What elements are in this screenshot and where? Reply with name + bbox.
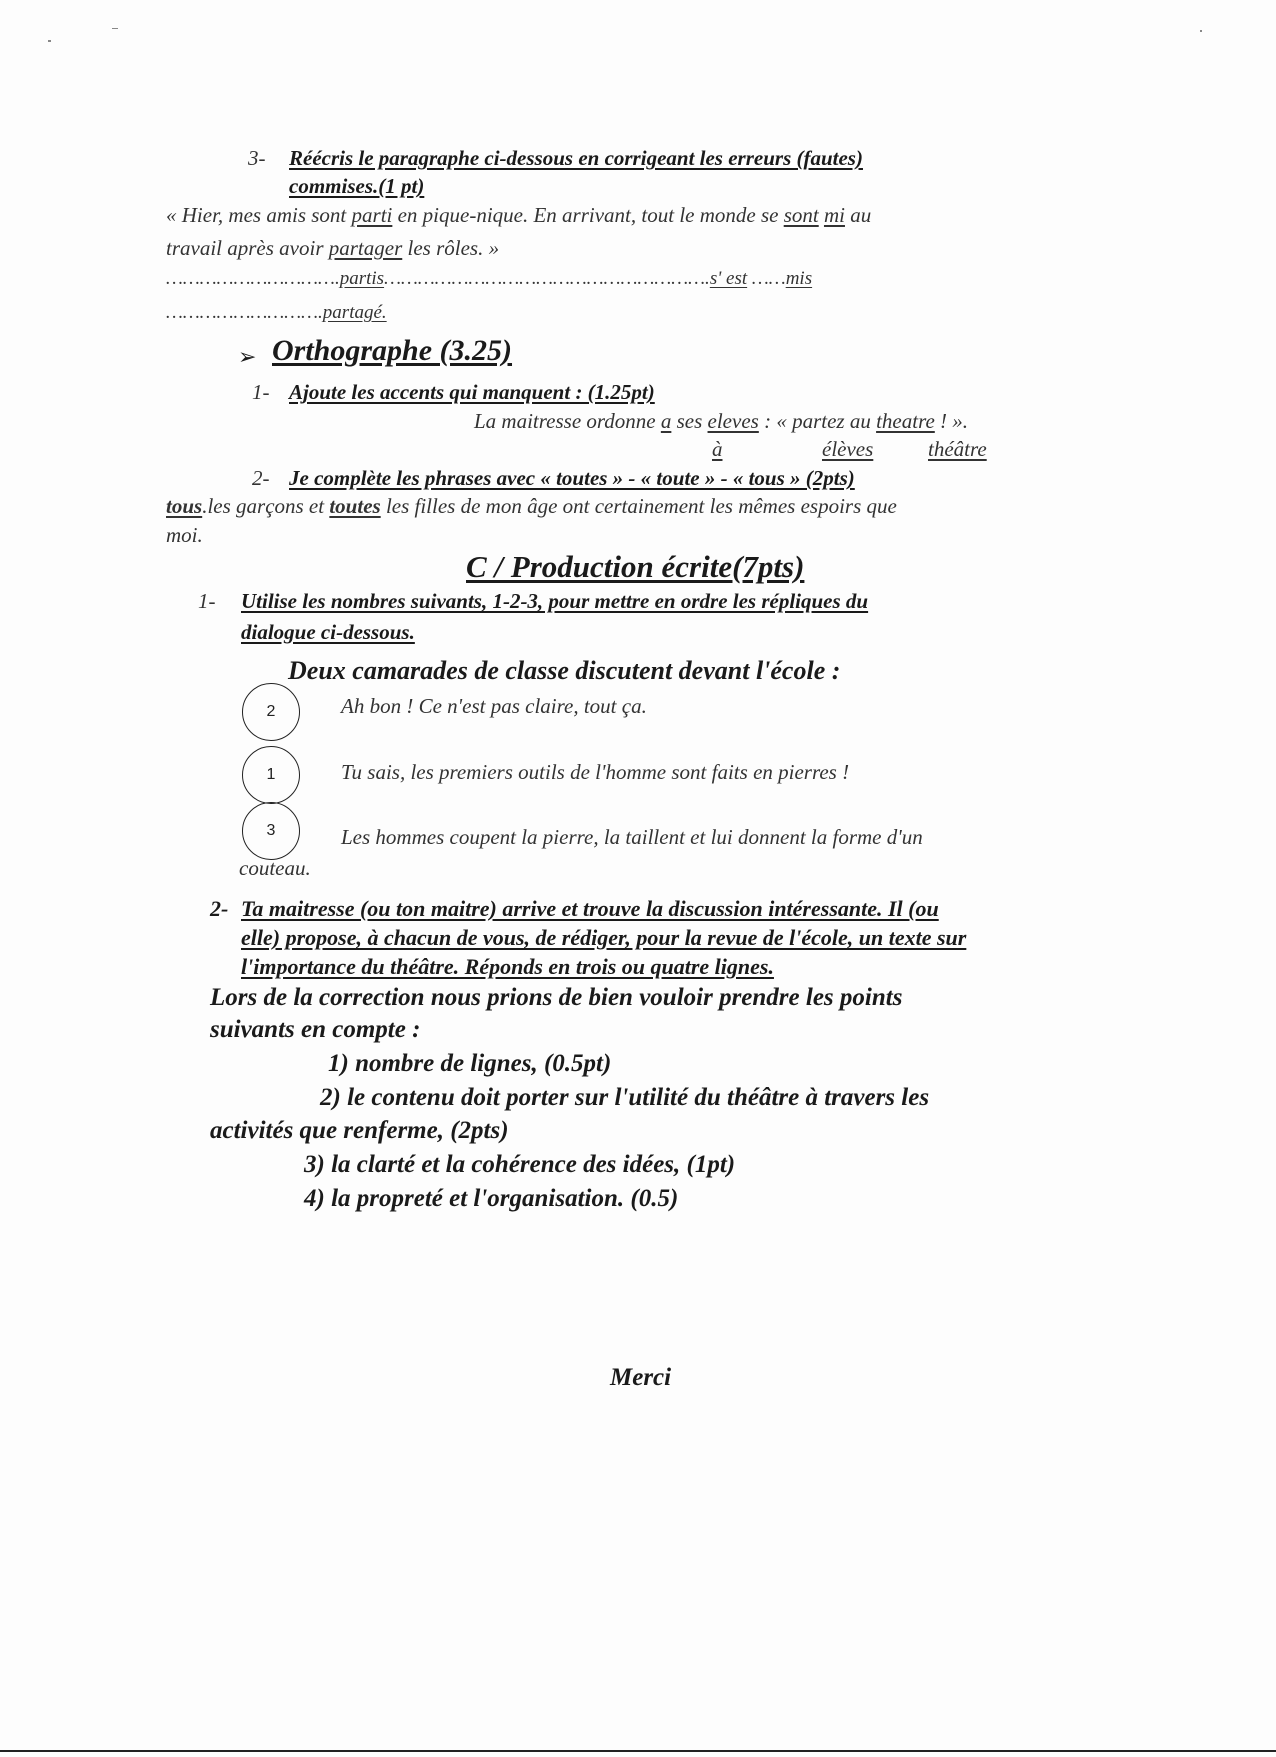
correction-point-2-line2: activités que renferme, (2pts) [210,1117,509,1144]
accent-answer-a: à [712,437,723,461]
orthographe-ex1-title: Ajoute les accents qui manquent : (1.25pt) [289,380,655,404]
answer-s-est: s' est [709,268,748,289]
dialogue-reply: Ah bon ! Ce n'est pas claire, tout ça. [341,694,647,718]
exercise3-quote-line1: « Hier, mes amis sont parti en pique-nique. En arrivant, tout le monde se sont mi au [166,203,872,227]
scan-speck [1200,30,1202,32]
exercise3-title-line1: Réécris le paragraphe ci-dessous en corrigeant les erreurs (fautes) [289,146,863,170]
orthographe-ex2-sentence-end: moi. [166,523,203,547]
exercise3-answer-line1: ………………………….partis………………………………………………….s' est ……mis [166,268,813,289]
dialogue-heading: Deux camarades de classe discutent devant l'école : [288,656,841,685]
exercise3-answer-line2: ……………………….partagé. [166,302,387,323]
order-circle: 1 [242,746,300,804]
orthographe-ex1-sentence: La maitresse ordonne a ses eleves : « partez au theatre ! ». [474,409,969,433]
accent-word-a: a [660,409,672,433]
orthographe-ex2-number: 2- [252,466,270,490]
error-word-partager: partager [328,236,403,260]
accent-word-eleves: eleves [707,409,759,433]
production-ex2-line3: l'importance du théâtre. Réponds en trois ou quatre lignes. [241,954,774,979]
bullet-arrow-icon: ➢ [238,344,257,369]
dialogue-reply: Les hommes coupent la pierre, la taillent et lui donnent la forme d'un [341,825,923,849]
orthographe-ex2-sentence: tous.les garçons et toutes les filles de mon âge ont certainement les mêmes espoirs que [166,494,897,518]
order-circle: 2 [242,683,300,741]
exercise3-quote-line2: travail après avoir partager les rôles. » [166,236,500,260]
correction-intro-line1: Lors de la correction nous prions de bien vouloir prendre les points [210,984,903,1011]
correction-intro-line2: suivants en compte : [210,1016,421,1043]
answer-partage: partagé. [322,302,387,323]
production-ex2-line2: elle) propose, à chacun de vous, de rédiger, pour la revue de l'école, un texte sur [241,925,967,950]
production-ex1-title-line1: Utilise les nombres suivants, 1-2-3, pour mettre en ordre les répliques du [241,589,869,613]
order-circle: 3 [242,802,300,860]
answer-toutes: toutes [329,494,381,518]
exercise3-number: 3- [248,146,266,170]
page-bottom-edge [0,1750,1276,1752]
exercise3-title-line2: commises.(1 pt) [289,174,425,198]
accent-answer-theatre: théâtre [928,437,987,461]
production-ex1-title-line2: dialogue ci-dessous. [241,620,415,644]
production-ex2-line1: Ta maitresse (ou ton maitre) arrive et trouve la discussion intéressante. Il (ou [241,896,939,921]
accent-answer-eleves: élèves [822,437,874,461]
answer-mis: mis [785,268,813,289]
scan-speck [112,28,118,29]
answer-partis: partis [339,268,385,289]
orthographe-ex2-title: Je complète les phrases avec « toutes » - « toute » - « tous » (2pts) [289,466,855,490]
dialogue-reply-continuation: couteau. [239,856,311,880]
production-ex1-number: 1- [198,589,216,613]
correction-point-1: 1) nombre de lignes, (0.5pt) [328,1050,612,1077]
orthographe-ex1-number: 1- [252,380,270,404]
correction-point-3: 3) la clarté et la cohérence des idées, (1pt) [304,1151,736,1178]
error-word-mi: mi [823,203,845,227]
correction-point-4: 4) la propreté et l'organisation. (0.5) [304,1185,679,1212]
accent-word-theatre: theatre [876,409,935,433]
answer-tous: tous [166,494,203,518]
dialogue-reply: Tu sais, les premiers outils de l'homme sont faits en pierres ! [341,760,850,784]
production-ex2-number: 2- [210,896,229,921]
orthographe-title: Orthographe (3.25) [272,334,513,367]
closing-merci: Merci [610,1364,672,1391]
error-word-parti: parti [351,203,393,227]
error-word-sont: sont [783,203,819,227]
production-title: C / Production écrite(7pts) [466,549,805,584]
scan-speck [48,40,51,42]
correction-point-2-line1: 2) le contenu doit porter sur l'utilité du théâtre à travers les [320,1084,930,1111]
